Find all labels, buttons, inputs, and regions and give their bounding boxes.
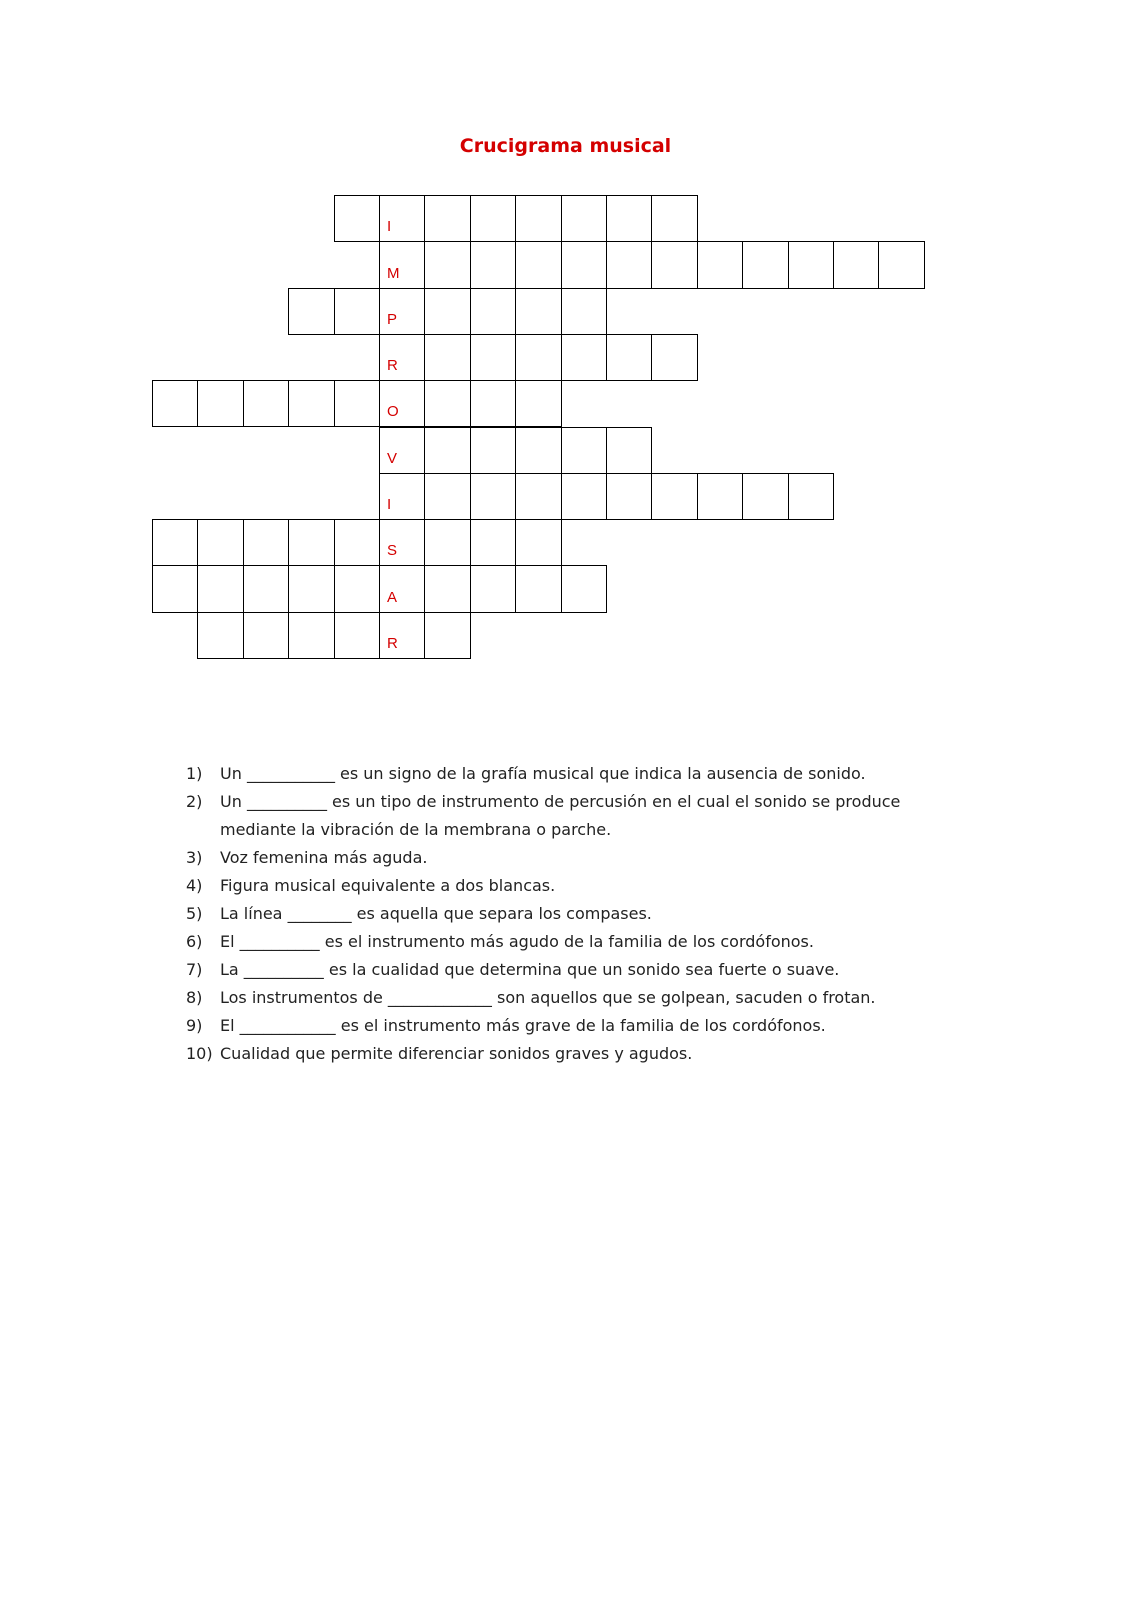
crossword-cell [288,519,334,566]
clue-text: Un ___________ es un signo de la grafía musical que indica la ausencia de sonido. [220,764,866,783]
crossword-cell [651,195,697,242]
crossword-cell [515,195,561,242]
crossword-cell [561,473,607,520]
crossword-cell [561,195,607,242]
crossword-cell [470,288,516,335]
clue-text: Cualidad que permite diferenciar sonidos graves y agudos. [220,1044,693,1063]
key-letter: O [387,403,399,421]
crossword-cell [424,565,470,612]
key-letter: I [387,218,392,236]
clue-number: 3) [186,848,203,867]
key-letter: M [387,264,400,282]
crossword-cell [606,427,652,474]
crossword-cell [243,612,289,659]
crossword-cell [424,612,470,659]
crossword-cell [515,519,561,566]
page-title: Crucigrama musical [459,135,672,157]
key-letter: I [387,496,392,514]
clue-list [186,760,946,1068]
crossword-cell [742,241,788,288]
crossword-cell [334,519,380,566]
crossword-cell [243,380,289,427]
key-letter-cell [379,473,425,520]
crossword-cell [197,519,243,566]
key-letter-cell [379,195,425,242]
crossword-grid [0,0,1131,700]
crossword-cell [515,427,561,474]
crossword-cell [470,380,516,427]
clue-number: 8) [186,988,203,1007]
clue-number: 6) [186,932,203,951]
clue-item [186,788,946,844]
crossword-cell [334,612,380,659]
crossword-cell [197,380,243,427]
clue-number: 10) [186,1044,213,1063]
crossword-cell [470,195,516,242]
crossword-cell [788,473,834,520]
clue-item [186,872,946,900]
crossword-cell [561,288,607,335]
key-letter-cell [379,519,425,566]
crossword-cell [243,565,289,612]
crossword-cell [515,334,561,381]
crossword-cell [424,380,470,427]
crossword-cell [561,334,607,381]
crossword-cell [334,288,380,335]
clue-number: 7) [186,960,203,979]
key-letter-cell [379,427,425,474]
key-letter: A [387,588,398,606]
clue-number: 2) [186,792,203,811]
key-letter: V [387,449,398,467]
crossword-cell [470,241,516,288]
crossword-cell [288,565,334,612]
clue-text: Voz femenina más aguda. [220,848,428,867]
crossword-cell [561,241,607,288]
crossword-cell [470,565,516,612]
crossword-cell [424,473,470,520]
crossword-cell [606,195,652,242]
crossword-cell [424,427,470,474]
crossword-cell [152,565,198,612]
crossword-cell [742,473,788,520]
key-letter: S [387,542,398,560]
key-letter-cell [379,565,425,612]
clue-item [186,984,946,1012]
crossword-cell [197,612,243,659]
crossword-cell [651,334,697,381]
crossword-cell [424,334,470,381]
crossword-cell [651,241,697,288]
crossword-cell [470,334,516,381]
crossword-cell [424,195,470,242]
crossword-cell [334,565,380,612]
clue-text: La __________ es la cualidad que determina que un sonido sea fuerte o suave. [220,960,840,979]
crossword-cell [424,519,470,566]
key-letter-cell [379,288,425,335]
clue-item [186,956,946,984]
crossword-cell [424,241,470,288]
clue-text: El ____________ es el instrumento más grave de la familia de los cordófonos. [220,1016,826,1035]
crossword-cell [515,565,561,612]
crossword-cell [833,241,879,288]
crossword-cell [515,288,561,335]
key-letter-cell [379,612,425,659]
crossword-cell [515,473,561,520]
clue-text: El __________ es el instrumento más agudo de la familia de los cordófonos. [220,932,814,951]
crossword-cell [334,195,380,242]
key-letter-cell [379,241,425,288]
crossword-cell [515,380,561,427]
crossword-cell [697,473,743,520]
clue-text: La línea ________ es aquella que separa los compases. [220,904,652,923]
crossword-cell [515,241,561,288]
crossword-cell [470,427,516,474]
crossword-cell [697,241,743,288]
clue-number: 1) [186,764,203,783]
crossword-cell [334,380,380,427]
crossword-cell [152,519,198,566]
crossword-cell [152,380,198,427]
crossword-cell [470,473,516,520]
key-letter-cell [379,380,425,427]
clue-text: Un __________ es un tipo de instrumento de percusión en el cual el sonido se produce mediante la vibración de la membrana o parche. [220,792,901,839]
clue-text: Los instrumentos de _____________ son aquellos que se golpean, sacuden o frotan. [220,988,876,1007]
crossword-cell [288,612,334,659]
clue-item [186,760,946,788]
clue-text: Figura musical equivalente a dos blancas. [220,876,556,895]
clue-item [186,900,946,928]
crossword-cell [606,241,652,288]
crossword-cell [470,519,516,566]
clue-item [186,928,946,956]
crossword-cell [561,427,607,474]
crossword-cell [606,334,652,381]
crossword-cell [197,565,243,612]
crossword-cell [424,288,470,335]
clue-number: 4) [186,876,203,895]
crossword-cell [243,519,289,566]
crossword-cell [651,473,697,520]
crossword-cell [878,241,924,288]
crossword-cell [606,473,652,520]
clue-item [186,844,946,872]
clue-item [186,1012,946,1040]
key-letter: P [387,310,398,328]
crossword-cell [561,565,607,612]
crossword-cell [288,380,334,427]
clue-number: 5) [186,904,203,923]
crossword-cell [788,241,834,288]
key-letter-cell [379,334,425,381]
crossword-cell [288,288,334,335]
clue-number: 9) [186,1016,203,1035]
clue-item [186,1040,946,1068]
key-letter: R [387,634,398,652]
key-letter: R [387,357,398,375]
